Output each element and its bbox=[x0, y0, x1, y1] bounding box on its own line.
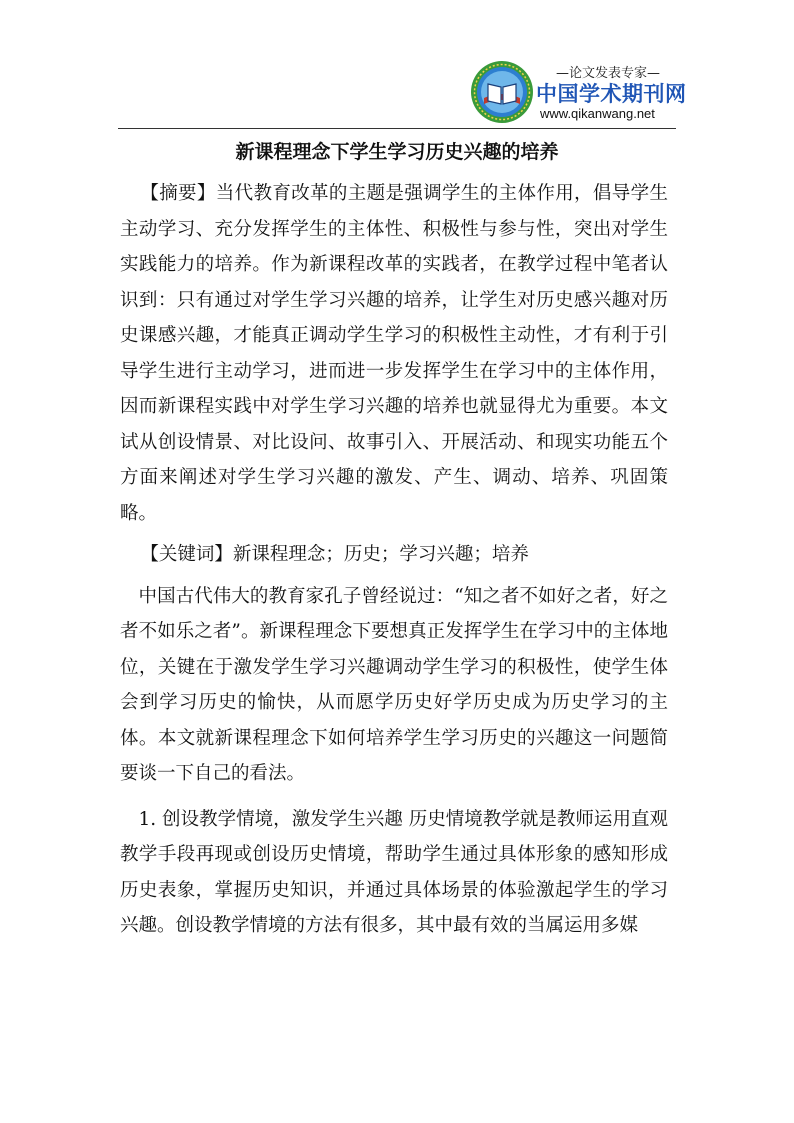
document-title: 新课程理念下学生学习历史兴趣的培养 bbox=[235, 141, 559, 163]
site-header bbox=[470, 58, 687, 130]
header-divider bbox=[118, 128, 676, 129]
document-body bbox=[120, 176, 668, 944]
abstract-paragraph: 【摘要】当代教育改革的主题是强调学生的主体作用，倡导学生主动学习、充分发挥学生的主体性、积极性与参与性，突出对学生实践能力的培养。作为新课程改革的实践者，在教学过程中笔者认识到：只有通过对学生学习兴趣的培养，让学生对历史感兴趣对历史课感兴趣，才能真正调动学生学习的积极性主动性，才有利于引导学生进行主动学习，进而进一步发挥学生在学习中的主体作用，因而新课程实践中对学生学习兴趣的培养也就显得尤为重要。本文试从创设情景、对比设问、故事引入、开展活动、和现实功能五个方面来阐述对学生学习兴趣的激发、产生、调动、培养、巩固策略。 bbox=[120, 183, 668, 524]
book-globe-logo-icon bbox=[470, 60, 534, 124]
site-name: 中国学术期刊网 bbox=[536, 82, 687, 106]
intro-paragraph: 中国古代伟大的教育家孔子曾经说过：“知之者不如好之者，好之者不如乐之者”。新课程理念下要想真正发挥学生在学习中的主体地位，关键在于激发学生学习兴趣调动学生学习的积极性，使学生体会到学习历史的愉快，从而愿学历史好学历史成为历史学习的主体。本文就新课程理念下如何培养学生学习历史的兴趣这一问题简要谈一下自己的看法。 bbox=[120, 585, 668, 784]
site-tagline: —论文发表专家— bbox=[555, 66, 660, 81]
site-url: www.qikanwang.net bbox=[540, 106, 655, 121]
section-1-paragraph: 1. 创设教学情境，激发学生兴趣 历史情境教学就是教师运用直观教学手段再现或创设历史情境，帮助学生通过具体形象的感知形成历史表象，掌握历史知识，并通过具体场景的体验激起学生的学习兴趣。创设教学情境的方法有很多，其中最有效的当属运用多媒 bbox=[120, 808, 668, 936]
keywords-paragraph: 【关键词】新课程理念；历史；学习兴趣；培养 bbox=[140, 544, 529, 565]
